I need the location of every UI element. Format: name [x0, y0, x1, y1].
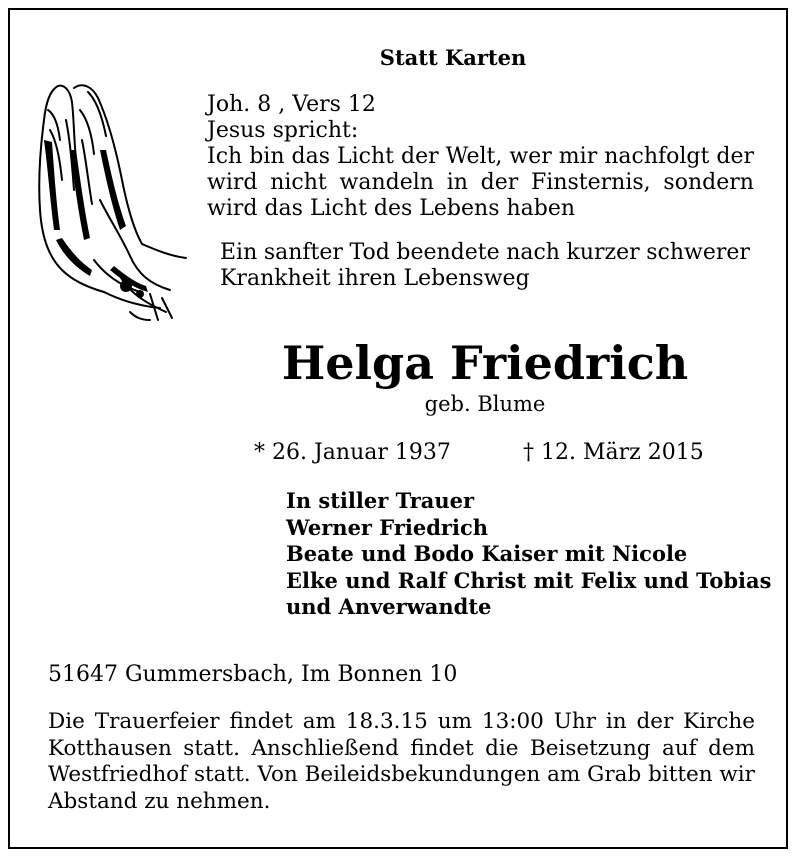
mourners-list — [286, 488, 771, 621]
intro-line: Krankheit ihren Lebensweg — [220, 266, 530, 291]
service-line — [48, 709, 755, 736]
word: Beisetzung — [529, 735, 651, 761]
word: Finsternis, — [531, 170, 651, 195]
word: wird — [207, 170, 258, 195]
bible-verse — [207, 92, 754, 222]
verse-line: Jesus spricht: — [207, 118, 359, 143]
word: statt. — [183, 735, 240, 761]
word: Anschließend — [251, 735, 399, 761]
word: schwerer — [646, 240, 750, 265]
word: das — [291, 144, 331, 169]
word: der — [636, 709, 674, 734]
word: mir — [558, 144, 598, 169]
word: am — [302, 709, 336, 734]
word: Uhr — [553, 709, 596, 734]
deceased-name: Helga Friedrich — [281, 336, 689, 390]
word: nicht — [270, 170, 327, 195]
word: 13:00 — [481, 709, 544, 734]
word: Ein — [220, 240, 258, 265]
word: Ich — [207, 144, 243, 169]
word: wer — [509, 144, 552, 169]
praying-hands-icon — [30, 80, 200, 325]
word: der — [480, 170, 519, 195]
death-date: † 12. März 2015 — [523, 440, 704, 465]
word: Tod — [349, 240, 390, 265]
word: statt. — [193, 762, 251, 787]
word: dem — [708, 735, 755, 761]
word: findet — [229, 709, 293, 734]
word: bin — [249, 144, 285, 169]
word: Grab — [587, 762, 642, 787]
word: um — [437, 709, 472, 734]
word: kurzer — [566, 240, 640, 265]
verse-line — [207, 170, 754, 196]
service-line — [48, 762, 755, 789]
word: am — [547, 762, 581, 787]
word: Welt, — [445, 144, 503, 169]
mourner-line: Beate und Bodo Kaiser mit Nicole — [286, 541, 688, 566]
verse-line — [207, 144, 754, 170]
word: der — [716, 144, 754, 169]
verse-reference: Joh. 8 , Vers 12 — [207, 92, 376, 117]
service-line — [48, 736, 755, 763]
address: 51647 Gummersbach, Im Bonnen 10 — [48, 662, 458, 687]
word: 18.3.15 — [345, 709, 428, 734]
word: sondern — [663, 170, 754, 195]
word: findet — [410, 735, 474, 761]
intro-text — [220, 240, 750, 292]
word: Die — [48, 709, 85, 734]
word: Licht — [337, 144, 395, 169]
header-statt-karten: Statt Karten — [379, 45, 527, 70]
word: beendete — [396, 240, 500, 265]
word: wir — [719, 762, 755, 787]
word: die — [485, 735, 519, 761]
word: sanfter — [263, 240, 343, 265]
word: Kotthausen — [48, 735, 172, 761]
word: nachfolgt — [604, 144, 710, 169]
word: in — [446, 170, 468, 195]
mourner-line: Elke und Ralf Christ mit Felix und Tobias — [286, 567, 772, 593]
birth-name: geb. Blume — [424, 392, 546, 416]
word: Trauerfeier — [94, 709, 220, 734]
verse-line: wird das Licht des Lebens haben — [207, 196, 576, 221]
word: in — [605, 709, 627, 734]
word: Kirche — [683, 709, 755, 734]
word: nach — [506, 240, 560, 265]
word: bitten — [648, 762, 713, 787]
mourner-line: Werner Friedrich — [286, 514, 489, 540]
word: Beileidsbekundungen — [304, 762, 541, 787]
funeral-service-notice — [48, 709, 755, 815]
mourner-line: In stiller Trauer — [286, 488, 475, 513]
word: auf — [662, 735, 697, 761]
word: Westfriedhof — [48, 762, 188, 787]
word: der — [401, 144, 439, 169]
intro-line — [220, 240, 750, 266]
service-line: Abstand zu nehmen. — [48, 788, 271, 814]
mourner-line: und Anverwandte — [286, 594, 492, 619]
word: Von — [257, 762, 298, 787]
word: wandeln — [339, 170, 434, 195]
birth-date: * 26. Januar 1937 — [254, 440, 451, 465]
